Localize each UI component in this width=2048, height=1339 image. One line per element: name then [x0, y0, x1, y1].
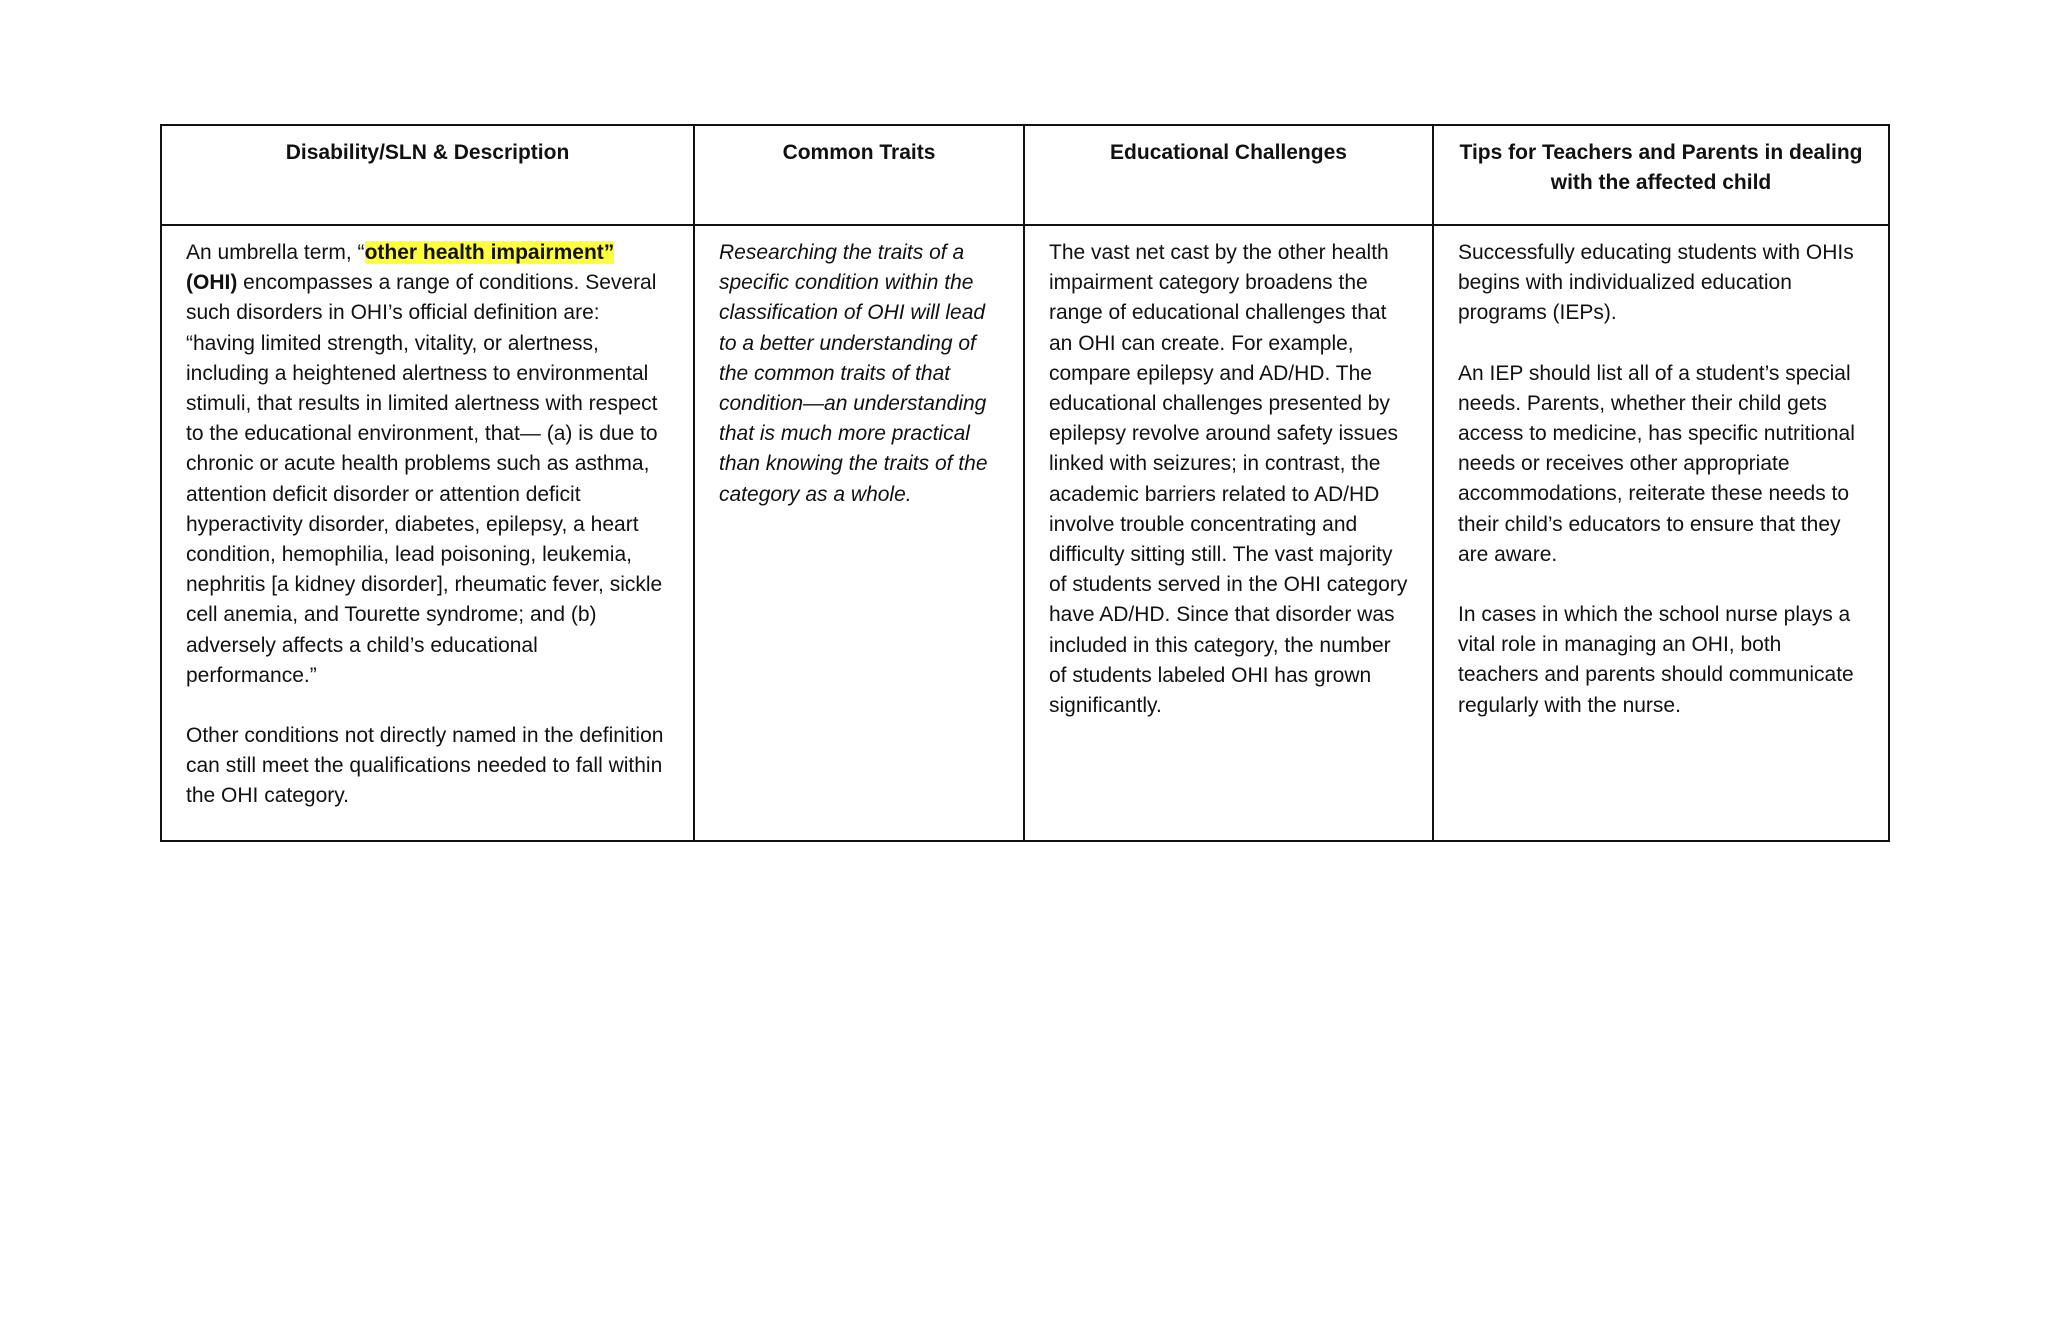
cell-description: [161, 225, 694, 841]
description-lead: An umbrella term, “: [186, 241, 365, 264]
header-disability-description: Disability/SLN & Description: [161, 125, 694, 225]
table-row: [161, 225, 1889, 841]
cell-traits: [694, 225, 1024, 841]
header-tips: Tips for Teachers and Parents in dealing with the affected child: [1433, 125, 1889, 225]
cell-tips: [1433, 225, 1889, 841]
ohi-info-table: [160, 124, 1890, 842]
header-row: [161, 125, 1889, 225]
tips-paragraph-2: An IEP should list all of a student’s special needs. Parents, whether their child gets access to medicine, has specific nutritional needs or receives other appropriate accommodations, reiterate these needs to their child’s educators to ensure that they are aware.: [1458, 361, 1855, 566]
description-paragraph-1: [186, 238, 671, 691]
challenges-text: The vast net cast by the other health impairment category broadens the range of educational challenges that an OHI can create. For example, compare epilepsy and AD/HD. The educational challenges presented by epilepsy revolve around safety issues linked with seizures; in contrast, the academic barriers related to AD/HD involve trouble concentrating and difficulty sitting still. The vast majority of students served in the OHI category have AD/HD. Since that disorder was included in this category, the number of students labeled OHI has grown significantly.: [1049, 241, 1408, 718]
header-common-traits: Common Traits: [694, 125, 1024, 225]
description-paragraph-2: Other conditions not directly named in the definition can still meet the qualifications needed to fall within the OHI category.: [186, 724, 664, 808]
header-educational-challenges: Educational Challenges: [1024, 125, 1433, 225]
cell-challenges: [1024, 225, 1433, 841]
tips-paragraph-1: Successfully educating students with OHIs begins with individualized education programs (IEPs).: [1458, 241, 1854, 325]
traits-text: Researching the traits of a specific condition within the classification of OHI will lead to a better understanding of the common traits of that condition—an understanding that is much more practical than knowing the traits of the category as a whole.: [719, 241, 988, 506]
description-body: encompasses a range of conditions. Several such disorders in OHI’s official definition are: “having limited strength, vitality, or alertness, including a heightened alertness to environmental stimuli, that results in limited alertness with respect to the educational environment, that— (a) is due to chronic or acute health problems such as asthma, attention deficit disorder or attention deficit hyperactivity disorder, diabetes, epilepsy, a heart condition, hemophilia, lead poisoning, leukemia, nephritis [a kidney disorder], rheumatic fever, sickle cell anemia, and Tourette syndrome; and (b) adversely affects a child’s educational performance.”: [186, 271, 663, 687]
ohi-abbreviation: (OHI): [186, 271, 238, 295]
highlighted-term: other health impairment”: [364, 241, 615, 264]
tips-paragraph-3: In cases in which the school nurse plays a vital role in managing an OHI, both teachers and parents should communicate regularly with the nurse.: [1458, 603, 1854, 717]
